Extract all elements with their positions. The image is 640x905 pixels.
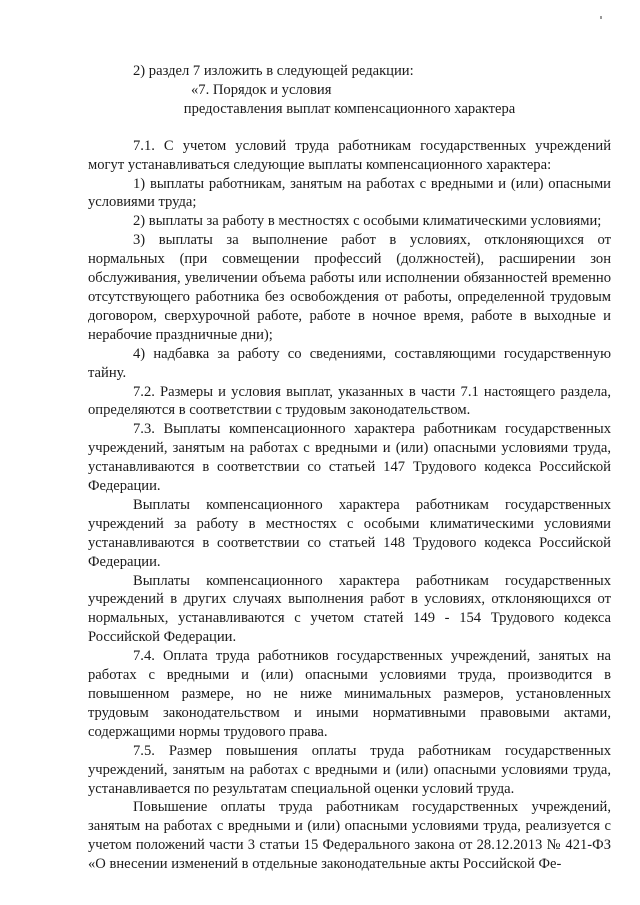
list-item-4: 4) надбавка за работу со сведениями, составляющими государственную тайну. [88,345,611,381]
intro-line: 2) раздел 7 изложить в следующей редакции: [133,63,414,79]
paragraph-7-2: 7.2. Размеры и условия выплат, указанных в части 7.1 настоящего раздела, определяются в соответствии с трудовым законодательством. [88,383,611,419]
section-heading-line-2: предоставления выплат компенсационного характера [183,100,516,117]
document-body [88,62,611,874]
paragraph-7-5: 7.5. Размер повышения оплаты труда работникам государственных учреждений, занятым на работах с вредными и (или) опасными условиями труда, устанавливается по результатам специальной оценки условий труда. [88,742,611,797]
scan-mark [600,16,602,19]
paragraph-7-1: 7.1. С учетом условий труда работникам государственных учреждений могут устанавливаться следующие выплаты компенсационного характера: [88,137,611,173]
paragraph-7-3-climate: Выплаты компенсационного характера работникам государственных учреждений за работу в местностях с особыми климатическими условиями устанавливаются в соответствии со статьей 148 Трудового кодекса Российской Федерации. [88,496,611,570]
list-item-2: 2) выплаты за работу в местностях с особыми климатическими условиями; [133,213,602,230]
section-heading-line-1: «7. Порядок и условия [191,81,332,98]
paragraph-7-3: 7.3. Выплаты компенсационного характера работникам государственных учреждений, занятым на работах с вредными и (или) опасными условиями труда, устанавливаются в соответствии со статьей 147 Трудового кодекса Российской Федерации. [88,421,611,495]
paragraph-7-5-increase: Повышение оплаты труда работникам государственных учреждений, занятым на работах с вредными и (или) опасными условиями труда, реализуется с учетом положений части 3 статьи 15 Федерального закона от 28.12.2013 № 421-ФЗ «О внесении изменений в отдельные законодательные акты Российской Фе- [88,799,611,873]
list-item-3: 3) выплаты за выполнение работ в условиях, отклоняющихся от нормальных (при совмещении профессий (должностей), расширении зон обслуживания, увеличении объема работы или исполнении обязанностей временно отсутствующего работника без освобождения от работы, определенной трудовым договором, сверхурочной работе, работе в ночное время, работе в выходные и нерабочие праздничные дни); [88,232,611,343]
paragraph-7-4: 7.4. Оплата труда работников государственных учреждений, занятых на работах с вредными и (или) опасными условиями труда, производится в повышенном размере, но не ниже минимальных размеров, установленных трудовым законодательством и иными нормативными правовыми актами, содержащими нормы трудового права. [88,648,611,740]
paragraph-7-3-other: Выплаты компенсационного характера работникам государственных учреждений в других случаях выполнения работ в условиях, отклоняющихся от нормальных, устанавливаются с учетом статей 149 - 154 Трудового кодекса Российской Федерации. [88,572,611,646]
list-item-1: 1) выплаты работникам, занятым на работах с вредными и (или) опасными условиями труда; [88,175,611,211]
